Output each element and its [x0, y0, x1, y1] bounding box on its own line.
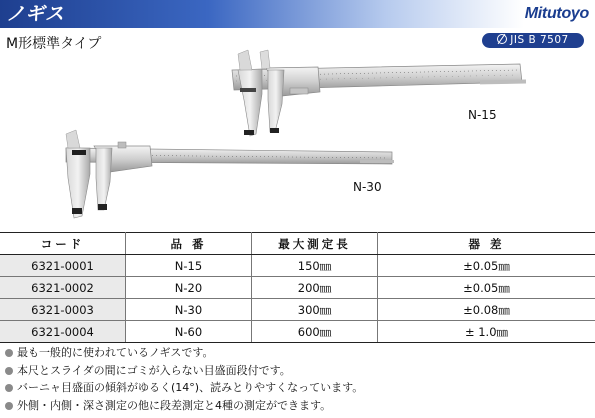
table-row	[0, 255, 595, 277]
brand-logo: Mitutoyo	[524, 5, 589, 22]
column-header-code: コード	[0, 233, 126, 255]
cell-model: N-20	[126, 277, 252, 299]
column-header-model: 品 番	[126, 233, 252, 255]
spec-table	[0, 232, 595, 343]
cell-accuracy: ±0.05㎜	[378, 277, 595, 299]
table-row	[0, 299, 595, 321]
cell-model: N-60	[126, 321, 252, 343]
model-label-n30: N-30	[353, 180, 382, 194]
product-subtitle: M形標準タイプ	[6, 36, 102, 52]
cell-accuracy: ±0.08㎜	[378, 299, 595, 321]
standard-badge	[482, 33, 584, 48]
caliper-product-photos	[0, 48, 595, 228]
page-title: ノギス	[6, 3, 65, 25]
cell-code: 6321-0002	[0, 277, 126, 299]
cell-code: 6321-0003	[0, 299, 126, 321]
column-header-max-length: 最大測定長	[252, 233, 378, 255]
cell-max-length: 600㎜	[252, 321, 378, 343]
cell-code: 6321-0001	[0, 255, 126, 277]
cell-max-length: 200㎜	[252, 277, 378, 299]
header-band	[0, 0, 595, 28]
column-header-accuracy: 器 差	[378, 233, 595, 255]
cell-accuracy: ± 1.0㎜	[378, 321, 595, 343]
caliper-n15-photo	[232, 50, 526, 136]
model-label-n15: N-15	[468, 108, 497, 122]
table-header-row	[0, 233, 595, 255]
list-item: 最も一般的に使われているノギスです。	[4, 344, 363, 362]
standard-text: JIS B 7507	[510, 34, 569, 46]
list-item: バーニャ目盛面の傾斜がゆるく(14°)、読みとりやすくなっています。	[4, 379, 363, 397]
cell-max-length: 300㎜	[252, 299, 378, 321]
cell-model: N-30	[126, 299, 252, 321]
table-row	[0, 277, 595, 299]
caliper-n30-photo	[66, 130, 394, 218]
cell-accuracy: ±0.05㎜	[378, 255, 595, 277]
feature-list	[4, 344, 363, 414]
cell-code: 6321-0004	[0, 321, 126, 343]
table-row	[0, 321, 595, 343]
cell-max-length: 150㎜	[252, 255, 378, 277]
list-item: 本尺とスライダの間にゴミが入らない目盛面段付です。	[4, 362, 363, 380]
cell-model: N-15	[126, 255, 252, 277]
jis-mark-icon	[497, 34, 507, 44]
list-item: 外側・内側・深さ測定の他に段差測定と4種の測定ができます。	[4, 397, 363, 415]
